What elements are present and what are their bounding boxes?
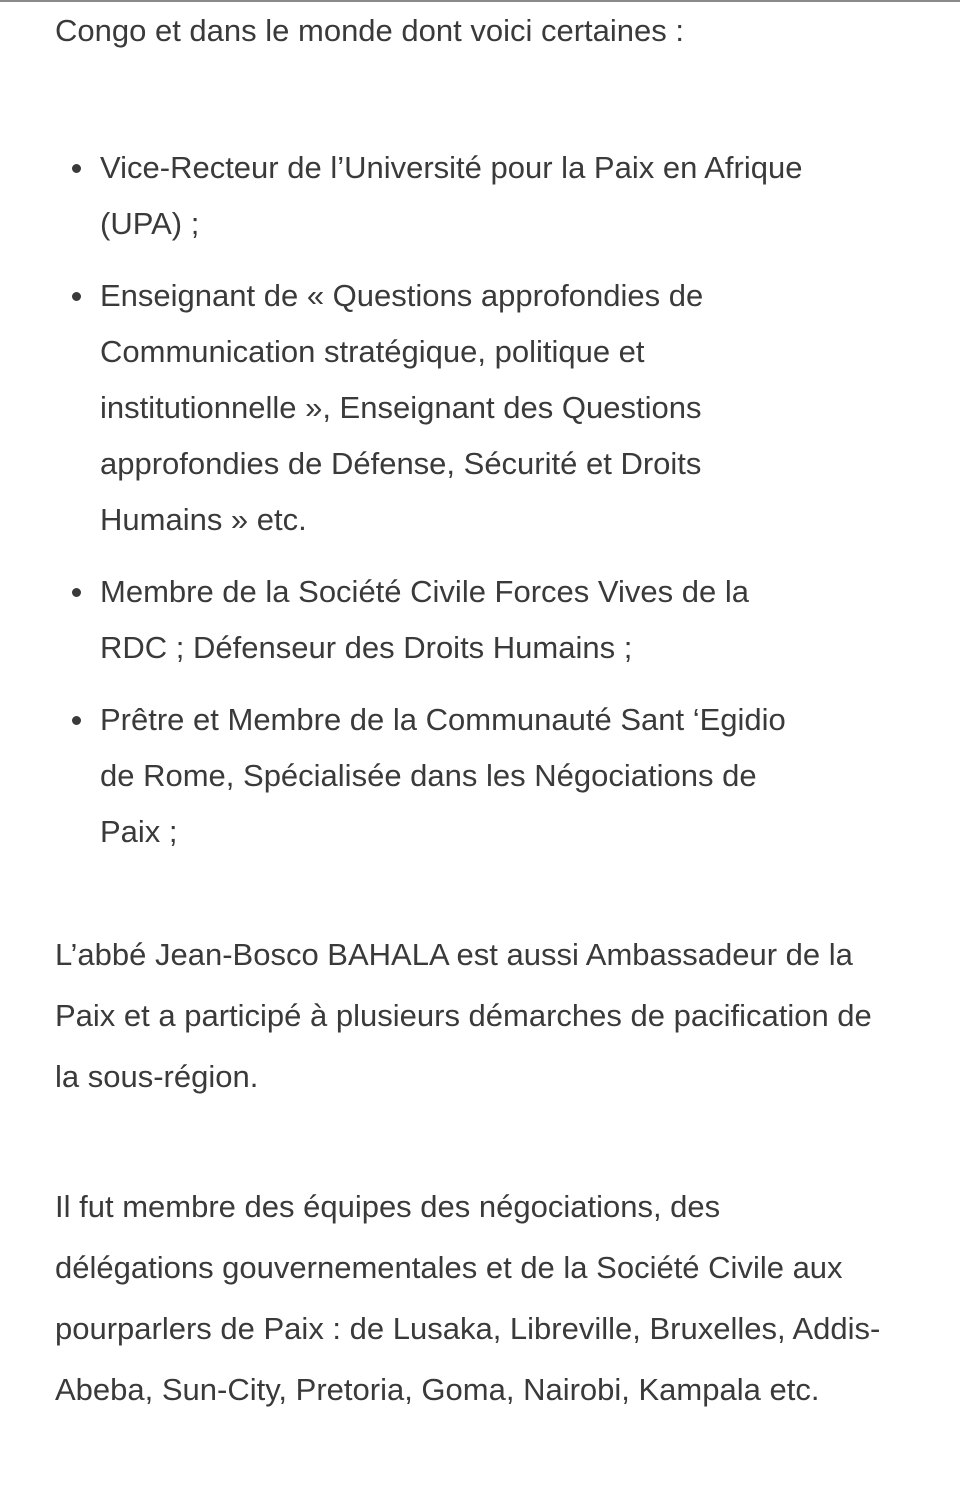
paragraph-ambassador: L’abbé Jean-Bosco BAHALA est aussi Ambassadeur de la Paix et a participé à plusieurs démarches de pacification de la sous-région. [55, 937, 872, 1094]
list-item [55, 692, 820, 860]
bullet-dot-icon [72, 164, 81, 173]
list-item-text: Vice-Recteur de l’Université pour la Paix en Afrique (UPA) ; [100, 150, 803, 241]
roles-list [55, 140, 915, 876]
list-item [55, 140, 820, 252]
list-item [55, 564, 820, 676]
list-item-text: Prêtre et Membre de la Communauté Sant ‘Egidio de Rome, Spécialisée dans les Négociations de Paix ; [100, 702, 786, 849]
list-item-text: Membre de la Société Civile Forces Vives de la RDC ; Défenseur des Droits Humains ; [100, 574, 749, 665]
list-item-text: Enseignant de « Questions approfondies de Communication stratégique, politique et institutionnelle », Enseignant des Questions approfondies de Défense, Sécurité et Droits Humains » etc. [100, 278, 704, 537]
paragraph-negotiations: Il fut membre des équipes des négociations, des délégations gouvernementales et de la Société Civile aux pourparlers de Paix : de Lusaka, Libreville, Bruxelles, Addis-Abeba, Sun-City, Pretoria, Goma, Nairobi, Kampala etc. [55, 1189, 881, 1407]
bullet-dot-icon [72, 588, 81, 597]
lead-sentence: Congo et dans le monde dont voici certaines : [55, 13, 684, 48]
top-divider [0, 0, 960, 2]
bullet-dot-icon [72, 716, 81, 725]
list-item [55, 268, 820, 548]
bullet-dot-icon [72, 292, 81, 301]
